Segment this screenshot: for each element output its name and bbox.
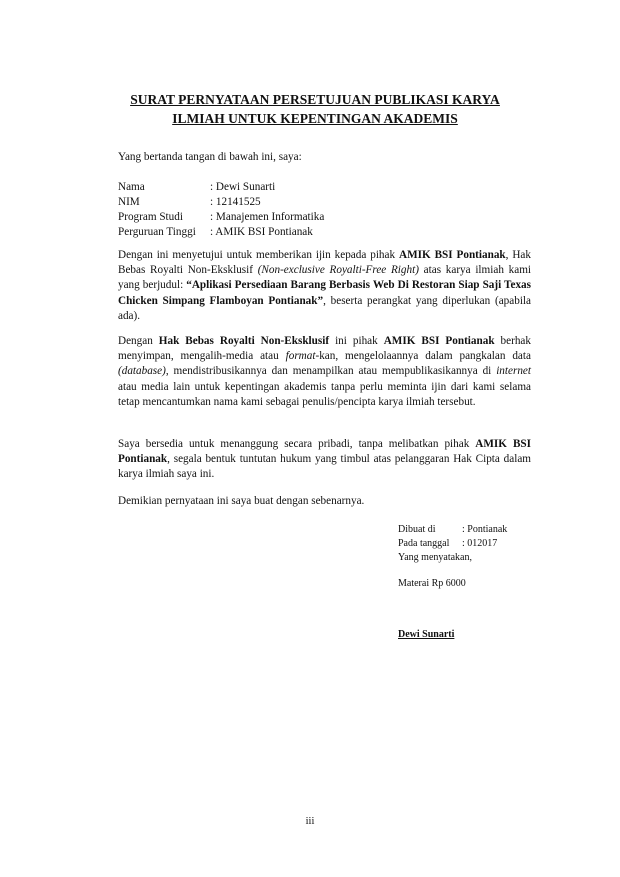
stamp-duty-text: Materai Rp 6000 (398, 578, 466, 589)
identity-label: Program Studi (118, 211, 183, 223)
thesis-title: “Aplikasi Persediaan Barang Berbasis Web Di Restoran Siap Saji Texas Chicken Simpang Flamboyan Pontianak” (118, 279, 531, 307)
signature-place: Dibuat di : Pontianak (398, 524, 508, 535)
page-number: iii (305, 816, 315, 827)
institution-name: AMIK BSI Pontianak (399, 249, 506, 261)
identity-value: : Manajemen Informatika (210, 211, 325, 223)
identity-value: : Dewi Sunarti (210, 181, 276, 193)
identity-value: : 12141525 (210, 196, 261, 208)
intro-text: Yang bertanda tangan di bawah ini, saya: (118, 151, 302, 163)
identity-row-institution (118, 225, 313, 240)
identity-row-program (118, 210, 324, 225)
identity-label: Nama (118, 181, 145, 193)
paragraph-liability: Saya bersedia untuk menanggung secara pribadi, tanpa melibatkan pihak AMIK BSI Pontianak, segala bentuk tuntutan hukum yang timbul atas pelanggaran Hak Cipta dalam karya ilmiah saya ini. (118, 438, 531, 481)
paragraph-consent: Dengan ini menyetujui untuk memberikan ijin kepada pihak AMIK BSI Pontianak, Hak Bebas Royalti Non-Eksklusif (Non-exclusive Royalti-Free Right) atas karya ilmiah kami yang berjudul: “Aplikasi Persediaan Barang Berbasis Web Di Restoran Siap Saji Texas Chicken Simpang Flamboyan Pontianak”, beserta perangkat yang diperlukan (apabila ada). (118, 249, 531, 322)
identity-row-name (118, 180, 275, 195)
identity-value: : AMIK BSI Pontianak (210, 226, 313, 238)
title-line-2: ILMIAH UNTUK KEPENTINGAN AKADEMIS (172, 111, 458, 126)
document-title (100, 90, 530, 128)
signature-stated: Yang menyatakan, (398, 552, 472, 563)
license-term: (Non-exclusive Royalti-Free Right) (257, 264, 419, 277)
closing-text: Demikian pernyataan ini saya buat dengan sebenarnya. (118, 495, 365, 507)
identity-row-nim (118, 195, 261, 210)
identity-label: Perguruan Tinggi (118, 226, 196, 238)
signatory-name: Dewi Sunarti (398, 629, 455, 640)
paragraph-rights: Dengan Hak Bebas Royalti Non-Eksklusif ini pihak AMIK BSI Pontianak berhak menyimpan, mengalih-media atau format-kan, mengelolaannya dalam pangkalan data (database), mendistribusikannya dan menampilkan atau mempublikasikannya di internet atau media lain untuk kepentingan akademis tanpa perlu meminta ijin dari kami selama tetap mencantumkan nama kami sebagai penulis/pencipta karya ilmiah tersebut. (118, 335, 531, 408)
signature-date: Pada tanggal : 012017 (398, 538, 498, 549)
identity-label: NIM (118, 196, 140, 208)
title-line-1: SURAT PERNYATAAN PERSETUJUAN PUBLIKASI KARYA (130, 92, 500, 107)
